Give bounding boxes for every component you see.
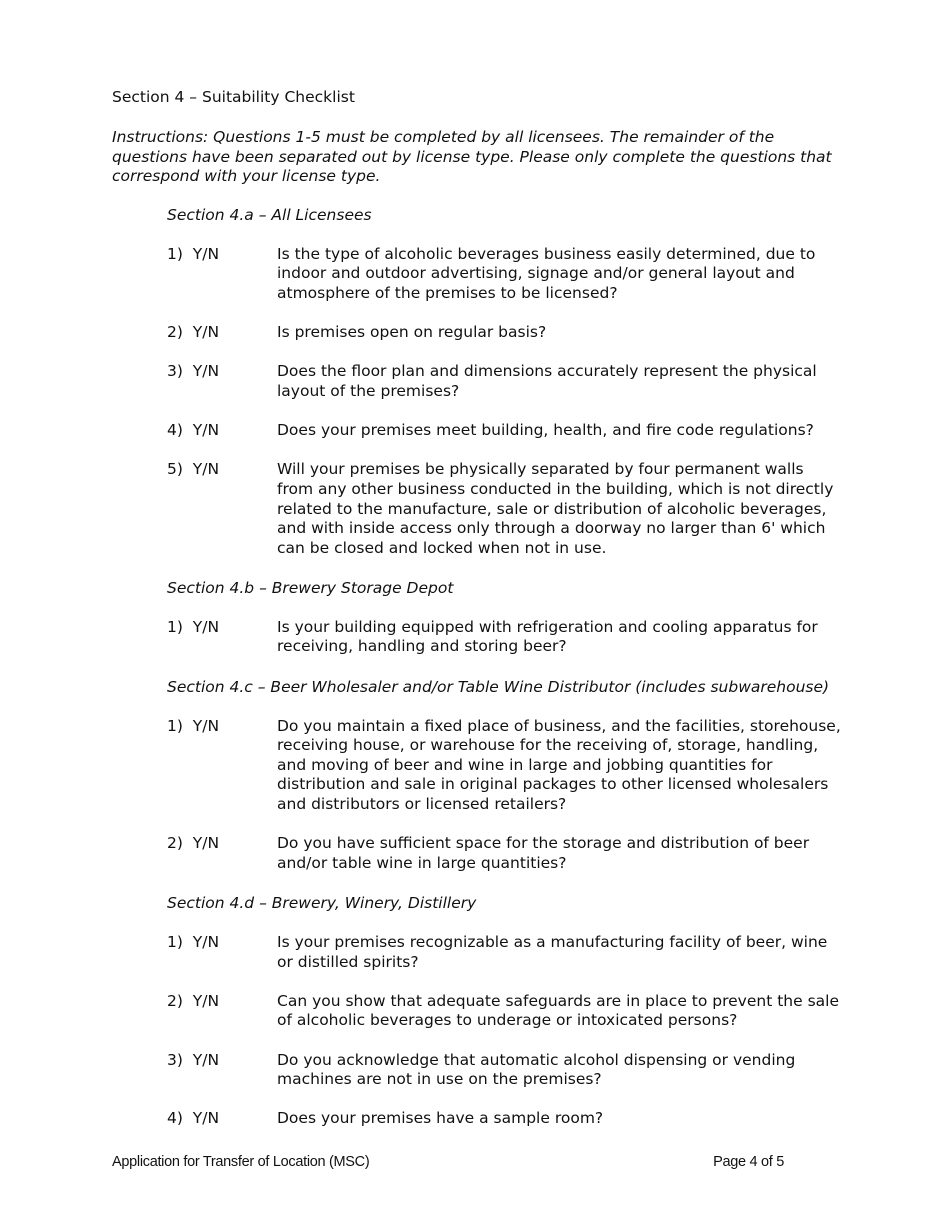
question-text: Does your premises have a sample room?	[277, 1109, 604, 1128]
section-title: Section 4 – Suitability Checklist	[112, 88, 355, 106]
subsection-4c	[167, 677, 842, 874]
subsection-4b	[167, 578, 842, 657]
question-text: Can you show that adequate safeguards are in place to prevent the sale of alcoholic beverages to underage or intoxicated persons?	[277, 991, 840, 1030]
page-footer	[112, 1154, 784, 1170]
subsection-title: Section 4.a – All Licensees	[167, 205, 372, 224]
question-text: Is your building equipped with refrigeration and cooling apparatus for receiving, handling and storing beer?	[277, 617, 818, 656]
question-number: 2) Y/N	[167, 991, 220, 1010]
subsection-4a	[167, 205, 842, 559]
subsection-title: Section 4.b – Brewery Storage Depot	[167, 578, 454, 597]
question-text: Is your premises recognizable as a manufacturing facility of beer, wine or distilled spirits?	[277, 933, 828, 971]
question	[167, 717, 842, 815]
question-number: 1) Y/N	[167, 933, 220, 951]
question-text: Does the floor plan and dimensions accurately represent the physical layout of the premises?	[277, 362, 817, 400]
subsection-title: Section 4.d – Brewery, Winery, Distillery	[167, 894, 477, 912]
question-text: Do you have sufficient space for the storage and distribution of beer and/or table wine in large quantities?	[277, 834, 810, 872]
question-number: 1) Y/N	[167, 244, 220, 263]
question-number: 3) Y/N	[167, 1050, 220, 1069]
question-number: 1) Y/N	[167, 617, 220, 636]
question-number: 4) Y/N	[167, 1109, 220, 1128]
instructions: Instructions: Questions 1-5 must be completed by all licensees. The remainder of the questions have been separated out by license type. Please only complete the questions that correspond with your license type.	[112, 128, 832, 186]
question	[167, 362, 842, 401]
question	[167, 421, 842, 441]
question-text: Is premises open on regular basis?	[277, 323, 547, 342]
question-text: Do you maintain a fixed place of business, and the facilities, storehouse, receiving house, or warehouse for the receiving of, storage, handling, and moving of beer and wine in large and jobbing quantities for distribution and sale in original packages to other licensed wholesalers and distributors or licensed retailers?	[277, 716, 841, 814]
question	[167, 245, 842, 304]
question-text: Does your premises meet building, health, and fire code regulations?	[277, 421, 814, 440]
question-number: 4) Y/N	[167, 421, 220, 440]
footer-document-title: Application for Transfer of Location (MSC)	[112, 1154, 370, 1170]
question-number: 1) Y/N	[167, 716, 220, 735]
question-number: 2) Y/N	[167, 323, 220, 342]
question	[167, 834, 842, 873]
question-text: Is the type of alcoholic beverages business easily determined, due to indoor and outdoor advertising, signage and/or general layout and atmosphere of the premises to be licensed?	[277, 244, 816, 302]
question	[167, 323, 842, 343]
question-number: 5) Y/N	[167, 460, 220, 479]
question	[167, 1051, 842, 1090]
footer-page-number: Page 4 of 5	[713, 1154, 784, 1170]
question-text: Do you acknowledge that automatic alcohol dispensing or vending machines are not in use on the premises?	[277, 1050, 796, 1089]
question	[167, 1109, 842, 1129]
subsection-title: Section 4.c – Beer Wholesaler and/or Table Wine Distributor (includes subwarehouse)	[167, 677, 830, 696]
question	[167, 933, 842, 972]
subsection-4d	[167, 893, 842, 1129]
question	[167, 460, 842, 558]
question	[167, 992, 842, 1031]
question-number: 2) Y/N	[167, 834, 220, 853]
document-page	[112, 86, 842, 1149]
question-text: Will your premises be physically separated by four permanent walls from any other business conducted in the building, which is not directly related to the manufacture, sale or distribution of alcoholic beverages, and with inside access only through a doorway no larger than 6' which can be closed and locked when not in use.	[277, 460, 834, 557]
question	[167, 618, 842, 657]
question-number: 3) Y/N	[167, 362, 220, 381]
